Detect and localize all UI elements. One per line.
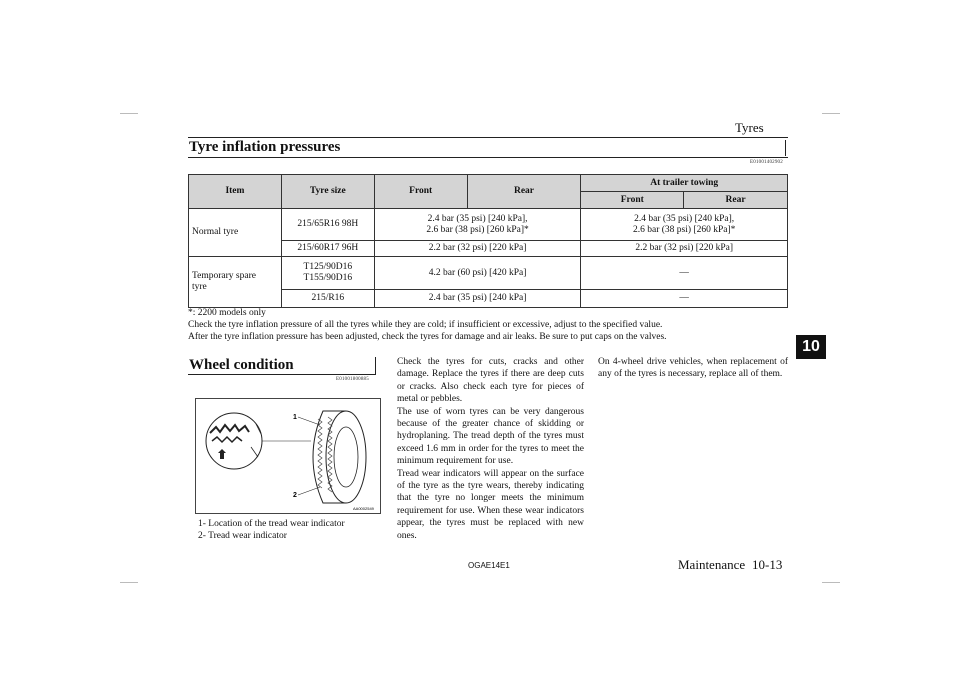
rim [334,427,358,487]
wheel-body-text: Check the tyres for cuts, cracks and other damage. Replace the tyres if there are deep cuts or cracks. Also check each tyre for pieces of metal or pebbles. The use of worn tyres can be very dangerous because of the greater chance of skidding or hydroplaning. The tread depth of the tyres must exceed 1.6 mm in order for the tyres to meet the minimum requirement for use. Tread wear indicators will appear on the surface of the tyre as the tyre wears, thereby indicating that the tyre no longer meets the minimum requirement for use. When these wear indicators appear, the tyres must be replaced with new ones. [397,357,584,541]
crop-mark [120,113,138,114]
table-cell-trailer: — [581,290,788,308]
header-trailer-towing: At trailer towing [581,175,788,192]
header-tyre-size: Tyre size [281,175,374,209]
table-cell-item: Normal tyre [189,209,282,257]
footnote: *: 2200 models only [188,308,266,318]
note-paragraph: Check the tyre inflation pressure of all the tyres while they are cold; if insufficient or excessive, adjust to the specified value. [188,320,663,330]
crop-mark [822,582,840,583]
table-cell-size: T125/90D16 T155/90D16 [281,257,374,290]
callout-line [298,417,320,425]
wheel-section-title: Wheel condition [189,357,294,373]
footer-code: OGAE14E1 [468,561,510,570]
table-cell-front-rear: 2.4 bar (35 psi) [240 kPa] [374,290,581,308]
table-cell-trailer: 2.2 bar (32 psi) [220 kPa] [581,241,788,257]
wheel-title-rule [188,374,376,375]
chapter-tab: 10 [796,335,826,359]
figure-captions [198,518,345,542]
footer-section: Maintenance [678,557,746,572]
section-code: E01001402902 [750,160,783,165]
table-cell-trailer: — [581,257,788,290]
crop-mark [120,582,138,583]
section-bottom-rule [188,157,788,158]
callout-line [298,487,320,495]
table-cell-front-rear: 2.4 bar (35 psi) [240 kPa], 2.6 bar (38 psi) [260 kPa]* [374,209,581,241]
callout-2: 2 [293,492,297,499]
table-cell-front-rear: 2.2 bar (32 psi) [220 kPa] [374,241,581,257]
caption-item: 2- Tread wear indicator [198,531,287,541]
awd-note-text: On 4-wheel drive vehicles, when replacement of any of the tyres is necessary, replace all of them. [598,357,788,380]
header-front: Front [374,175,467,209]
notes-block [188,307,667,343]
header-trailer-rear: Rear [684,192,788,209]
tyre-illustration [196,399,380,513]
tread-zigzag [318,419,322,488]
table-cell-size: 215/60R17 96H [281,241,374,257]
tyre-pressure-table [188,174,788,308]
figure-code: AA0002549 [353,506,374,511]
page-number: 10-13 [752,557,783,572]
caption-item: 1- Location of the tread wear indicator [198,519,345,529]
section-title-bracket [785,140,786,156]
table-cell-size: 215/R16 [281,290,374,308]
running-header: Tyres [735,120,764,135]
wheel-section-code: E01001800885 [336,377,369,382]
header-trailer-front: Front [581,192,684,209]
section-top-rule [188,137,788,138]
crop-mark [822,113,840,114]
table-cell-trailer: 2.4 bar (35 psi) [240 kPa], 2.6 bar (38 psi) [260 kPa]* [581,209,788,241]
header-rear: Rear [467,175,581,209]
section-title: Tyre inflation pressures [189,139,341,155]
wheel-title-bracket [375,357,376,374]
table-cell-size: 215/65R16 98H [281,209,374,241]
callout-1: 1 [293,414,297,421]
table-cell-item: Temporary spare tyre [189,257,282,308]
table-cell-front-rear: 4.2 bar (60 psi) [420 kPa] [374,257,581,290]
note-paragraph: After the tyre inflation pressure has been adjusted, check the tyres for damage and air leaks. Be sure to put caps on the valves. [188,332,667,342]
tread-wear-figure [195,398,381,514]
header-item: Item [189,175,282,209]
